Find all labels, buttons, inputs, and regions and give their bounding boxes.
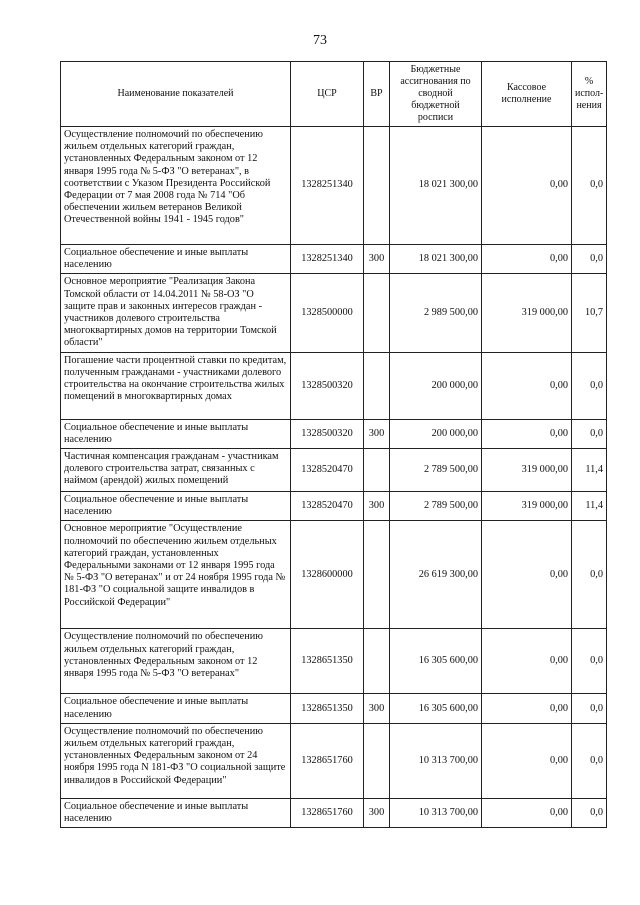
- row-csr: 1328500320: [291, 352, 364, 419]
- table-row: [61, 274, 607, 352]
- row-name: Социальное обеспечение и иные выплаты населению: [61, 694, 291, 723]
- row-vr: [364, 449, 390, 492]
- row-vr: [364, 127, 390, 245]
- header-percent: % испол-нения: [572, 62, 607, 127]
- row-name: Осуществление полномочий по обеспечению жильем отдельных категорий граждан, установленных Федеральным законом от 24 ноября 1995 года N 181-ФЗ "О социальной защите инвалидов в Российской Федерации": [61, 723, 291, 798]
- table-row: [61, 127, 607, 245]
- row-csr: 1328251340: [291, 245, 364, 274]
- row-name: Социальное обеспечение и иные выплаты населению: [61, 492, 291, 521]
- table-row: [61, 694, 607, 723]
- row-percent: 0,0: [572, 798, 607, 827]
- row-percent: 0,0: [572, 629, 607, 694]
- row-percent: 0,0: [572, 352, 607, 419]
- row-percent: 0,0: [572, 723, 607, 798]
- row-cash: 0,00: [482, 629, 572, 694]
- row-cash: 0,00: [482, 245, 572, 274]
- row-csr: 1328651760: [291, 723, 364, 798]
- row-csr: 1328520470: [291, 449, 364, 492]
- row-vr: 300: [364, 798, 390, 827]
- row-cash: 0,00: [482, 694, 572, 723]
- row-name: Социальное обеспечение и иные выплаты населению: [61, 798, 291, 827]
- row-vr: 300: [364, 245, 390, 274]
- row-budget: 18 021 300,00: [390, 127, 482, 245]
- row-budget: 26 619 300,00: [390, 521, 482, 629]
- header-csr: ЦСР: [291, 62, 364, 127]
- row-csr: 1328651350: [291, 629, 364, 694]
- row-csr: 1328651760: [291, 798, 364, 827]
- row-percent: 11,4: [572, 492, 607, 521]
- row-vr: 300: [364, 419, 390, 448]
- row-csr: 1328651350: [291, 694, 364, 723]
- page-number: 73: [313, 33, 327, 48]
- row-vr: [364, 352, 390, 419]
- row-csr: 1328600000: [291, 521, 364, 629]
- row-cash: 0,00: [482, 521, 572, 629]
- row-name: Частичная компенсация гражданам - участникам долевого строительства затрат, связанных с наймом (арендой) жилых помещений: [61, 449, 291, 492]
- table-row: [61, 492, 607, 521]
- table-header-row: [61, 62, 607, 127]
- row-name: Социальное обеспечение и иные выплаты населению: [61, 419, 291, 448]
- row-budget: 18 021 300,00: [390, 245, 482, 274]
- row-budget: 10 313 700,00: [390, 798, 482, 827]
- row-budget: 16 305 600,00: [390, 694, 482, 723]
- budget-table: [60, 61, 607, 828]
- row-csr: 1328500320: [291, 419, 364, 448]
- header-budget: Бюджетные ассигнования по сводной бюджетной росписи: [390, 62, 482, 127]
- row-name: Осуществление полномочий по обеспечению жильем отдельных категорий граждан, установленных Федеральным законом от 12 января 1995 года № 5-ФЗ "О ветеранах": [61, 629, 291, 694]
- row-cash: 319 000,00: [482, 274, 572, 352]
- row-percent: 0,0: [572, 521, 607, 629]
- header-cash: Кассовое исполнение: [482, 62, 572, 127]
- row-budget: 200 000,00: [390, 352, 482, 419]
- row-csr: 1328520470: [291, 492, 364, 521]
- row-vr: 300: [364, 694, 390, 723]
- table-row: [61, 449, 607, 492]
- row-name: Осуществление полномочий по обеспечению жильем отдельных категорий граждан, установленных Федеральным законом от 12 января 1995 года № 5-ФЗ "О ветеранах", в соответствии с Указом Президента Российской Федерации от 7 мая 2008 года № 714 "Об обеспечении жильем ветеранов Великой Отечественной войны 1941 - 1945 годов": [61, 127, 291, 245]
- row-percent: 10,7: [572, 274, 607, 352]
- table-body: [61, 127, 607, 828]
- row-vr: [364, 274, 390, 352]
- row-percent: 0,0: [572, 694, 607, 723]
- row-cash: 0,00: [482, 798, 572, 827]
- row-cash: 319 000,00: [482, 492, 572, 521]
- row-percent: 0,0: [572, 419, 607, 448]
- table-row: [61, 798, 607, 827]
- row-percent: 11,4: [572, 449, 607, 492]
- row-cash: 0,00: [482, 127, 572, 245]
- row-budget: 200 000,00: [390, 419, 482, 448]
- row-vr: 300: [364, 492, 390, 521]
- row-name: Социальное обеспечение и иные выплаты населению: [61, 245, 291, 274]
- header-vr: ВР: [364, 62, 390, 127]
- table-header: [61, 62, 607, 127]
- row-budget: 2 789 500,00: [390, 492, 482, 521]
- row-name: Основное мероприятие "Осуществление полномочий по обеспечению жильем отдельных категорий граждан, установленных Федеральными законами от 12 января 1995 года № 5-ФЗ "О ветеранах" и от 24 ноября 1995 года № 181-ФЗ "О социальной защите инвалидов в Российской Федерации": [61, 521, 291, 629]
- table-row: [61, 245, 607, 274]
- table-row: [61, 629, 607, 694]
- row-budget: 16 305 600,00: [390, 629, 482, 694]
- row-budget: 10 313 700,00: [390, 723, 482, 798]
- table-row: [61, 521, 607, 629]
- row-budget: 2 989 500,00: [390, 274, 482, 352]
- table-row: [61, 419, 607, 448]
- row-name: Основное мероприятие "Реализация Закона Томской области от 14.04.2011 № 58-ОЗ "О защите прав и законных интересов граждан - участников долевого строительства многоквартирных домов на территории Томской области": [61, 274, 291, 352]
- row-cash: 319 000,00: [482, 449, 572, 492]
- row-cash: 0,00: [482, 419, 572, 448]
- row-vr: [364, 629, 390, 694]
- table-row: [61, 723, 607, 798]
- row-percent: 0,0: [572, 245, 607, 274]
- row-budget: 2 789 500,00: [390, 449, 482, 492]
- table-row: [61, 352, 607, 419]
- row-cash: 0,00: [482, 723, 572, 798]
- row-csr: 1328251340: [291, 127, 364, 245]
- row-csr: 1328500000: [291, 274, 364, 352]
- header-name: Наименование показателей: [61, 62, 291, 127]
- row-cash: 0,00: [482, 352, 572, 419]
- row-vr: [364, 521, 390, 629]
- row-name: Погашение части процентной ставки по кредитам, полученным гражданами - участниками долевого строительства на окончание строительства жилых помещений в многоквартирных домах: [61, 352, 291, 419]
- row-vr: [364, 723, 390, 798]
- row-percent: 0,0: [572, 127, 607, 245]
